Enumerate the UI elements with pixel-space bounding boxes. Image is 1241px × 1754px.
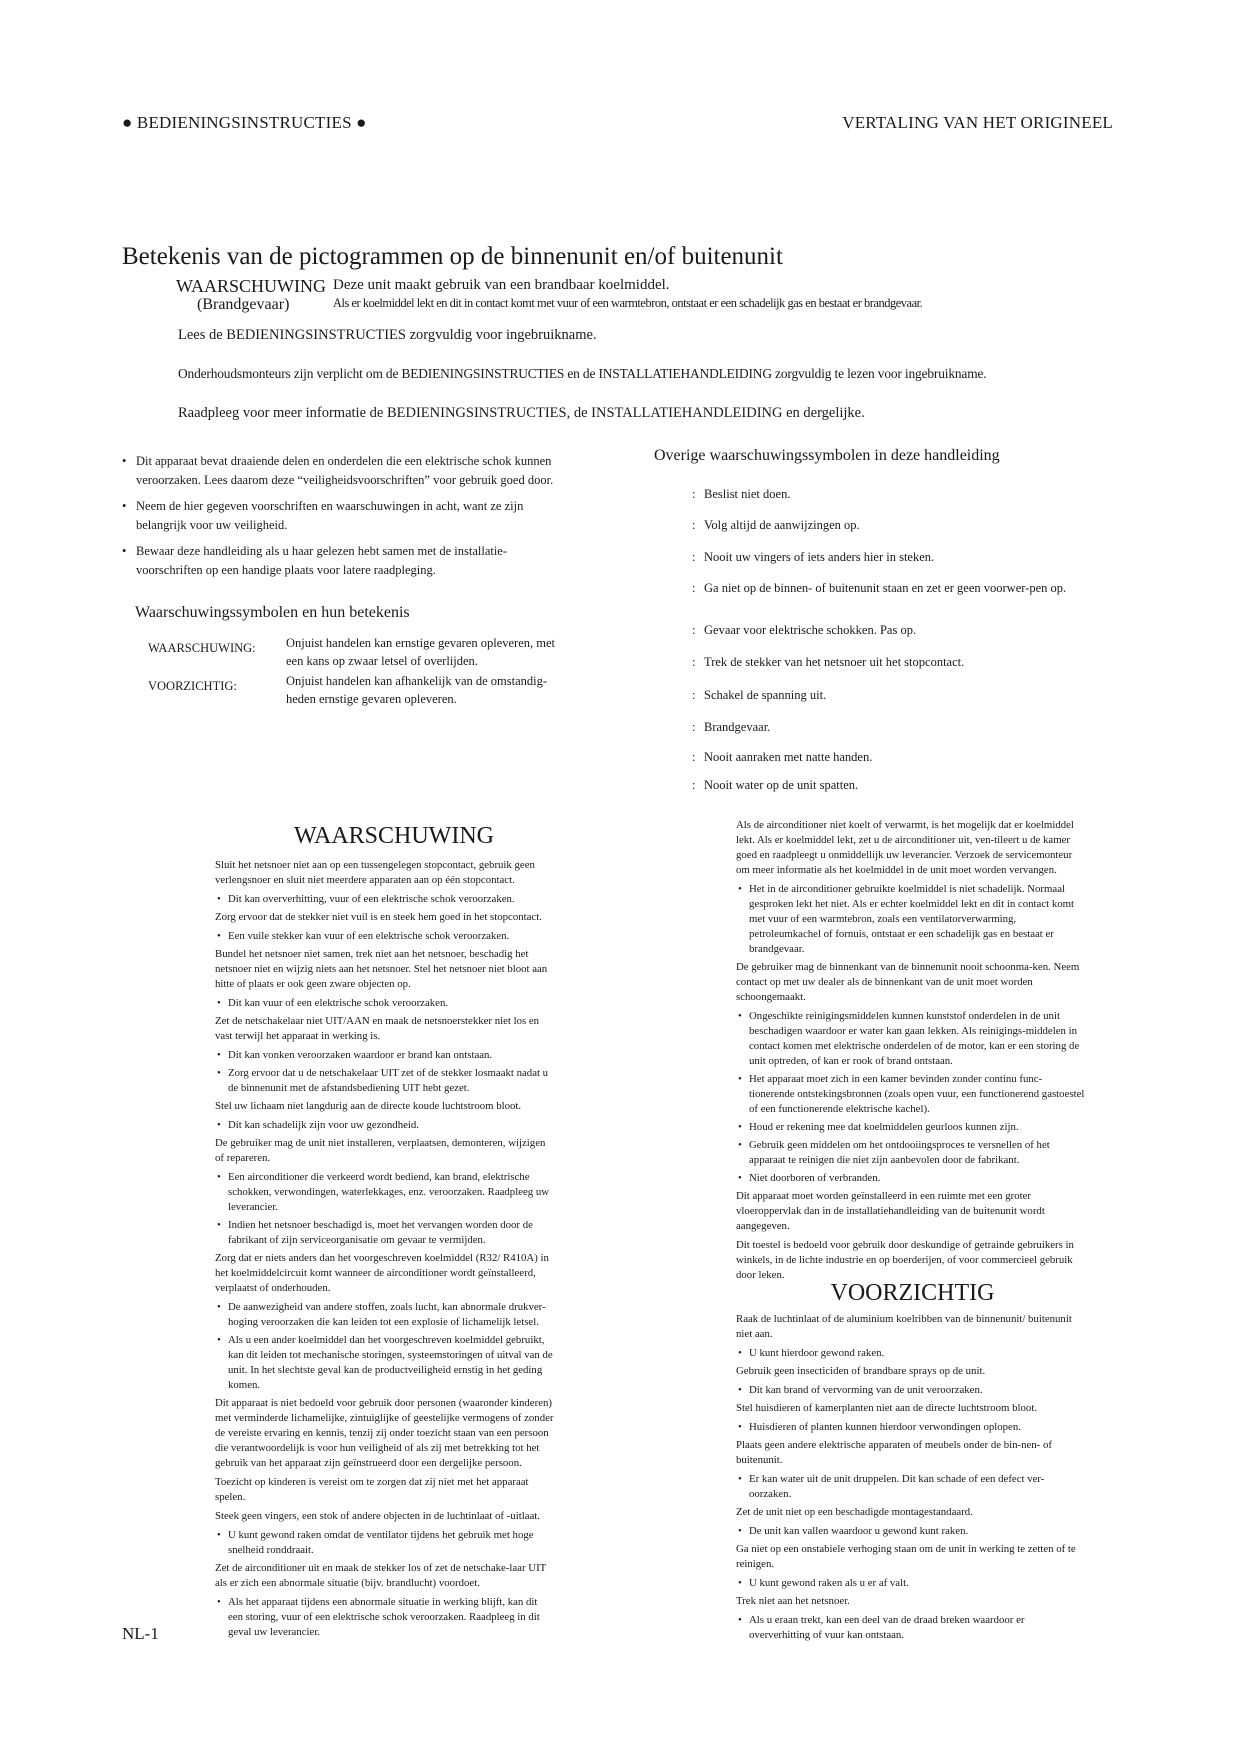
running-header-left: ● BEDIENINGSINSTRUCTIES ● — [122, 113, 367, 132]
intro-bullet-list — [122, 452, 562, 587]
paragraph: Zet de unit niet op een beschadigde montagestandaard. — [736, 1506, 973, 1518]
note-more-information: Raadpleeg voor meer informatie de BEDIENINGSINSTRUCTIES, de INSTALLATIEHANDLEIDING en dergelijke. — [178, 405, 865, 421]
bullet-item: • Huisdieren of planten kunnen hierdoor verwondingen oplopen. — [736, 1420, 1086, 1435]
bullet-item: • Zorg ervoor dat u de netschakelaar UIT zet of de stekker losmaakt nadat u de binnenunit met de afstandsbediening UIT hebt gezet. — [215, 1066, 555, 1096]
bullet-item: • Houd er rekening mee dat koelmiddelen geurloos kunnen zijn. — [736, 1120, 1086, 1135]
paragraph: Zet de netschakelaar niet UIT/AAN en maak de netsnoerstekker niet los en vast terwijl het apparaat in werking is. — [215, 1015, 540, 1042]
paragraph: Dit apparaat is niet bedoeld voor gebruik door personen (waaronder kinderen) met verminderde lichamelijke, zintuiglijke of geestelijke vermogens of zonder de vereiste ervaring en kennis, tenzij zij onder toezicht staan van een persoon die verantwoordelijk is voor hun veiligheid of als zij met betrekking tot het gebruik van het apparaat zijn geïnstrueerd door een dergelijke persoon. — [215, 1397, 554, 1469]
paragraph: Zorg dat er niets anders dan het voorgeschreven koelmiddel (R32/ R410A) in het koelmiddelcircuit komt wanneer de airconditioner wordt geïnstalleerd, verplaatst of onderhouden. — [215, 1252, 549, 1294]
refrigerant-column — [736, 818, 1086, 1287]
paragraph: Dit apparaat moet worden geïnstalleerd in een ruimte met een groter vloeroppervlak dan in de installatiehandleiding van de buitenunit wordt aangegeven. — [736, 1190, 1045, 1232]
bullet-item: • Niet doorboren of verbranden. — [736, 1171, 1086, 1186]
bullet-item: • Gebruik geen middelen om het ontdooiingsproces te versnellen of het apparaat te reinigen die niet zijn aanbevolen door de fabrikant. — [736, 1138, 1086, 1168]
bullet-item: • Dit kan vuur of een elektrische schok veroorzaken. — [215, 996, 555, 1011]
intro-bullet: • Neem de hier gegeven voorschriften en waarschuwingen in acht, want ze zijn belangrijk voor uw veiligheid. — [122, 497, 562, 535]
bullet-item: • Het apparaat moet zich in een kamer bevinden zonder continu func-tionerende ontstekingsbronnen (zoals open vuur, een functionerend gastoestel of een functionerende elektrische kachel). — [736, 1072, 1086, 1117]
paragraph: Ga niet op een onstabiele verhoging staan om de unit in werking te zetten of te reinigen. — [736, 1543, 1076, 1570]
paragraph: De gebruiker mag de binnenkant van de binnenunit nooit schoonma-ken. Neem contact op met uw dealer als de binnenkant van de unit moet worden schoongemaakt. — [736, 961, 1080, 1003]
note-read-instructions: Lees de BEDIENINGSINSTRUCTIES zorgvuldig voor ingebruikname. — [178, 327, 597, 343]
page-number: NL-1 — [122, 1624, 159, 1643]
symbol-term-caution: VOORZICHTIG: — [148, 679, 237, 693]
bullet-item: • U kunt gewond raken omdat de ventilator tijdens het gebruik met hoge snelheid ronddraait. — [215, 1528, 555, 1558]
bullet-item: • De unit kan vallen waardoor u gewond kunt raken. — [736, 1524, 1086, 1539]
symbol-term-warning: WAARSCHUWING: — [148, 641, 256, 655]
symbol-desc-warning: Onjuist handelen kan ernstige gevaren opleveren, met een kans op zwaar letsel of overlijden. — [286, 636, 556, 668]
bullet-item: • Als u eraan trekt, kan een deel van de draad breken waardoor er oververhitting of vuur kan ontstaan. — [736, 1613, 1086, 1643]
bullet-item: • Als het apparaat tijdens een abnormale situatie in werking blijft, kan dit een storing, vuur of een elektrische schok veroorzaken. Raadpleeg in dit geval uw leverancier. — [215, 1595, 555, 1640]
paragraph: Plaats geen andere elektrische apparaten of meubels onder de bin-nen- of buitenunit. — [736, 1439, 1052, 1466]
running-header-right: VERTALING VAN HET ORIGINEEL — [842, 113, 1113, 132]
paragraph: Gebruik geen insecticiden of brandbare sprays op de unit. — [736, 1365, 986, 1377]
warning-heading: WAARSCHUWING — [294, 823, 494, 849]
bullet-item: • De aanwezigheid van andere stoffen, zoals lucht, kan abnormale drukver-hoging veroorzaken die kan leiden tot een explosie of lichamelijk letsel. — [215, 1300, 555, 1330]
intro-bullet: • Dit apparaat bevat draaiende delen en onderdelen die een elektrische schok kunnen veroorzaken. Lees daarom deze “veiligheidsvoorschriften” voor gebruik goed door. — [122, 452, 562, 490]
paragraph: Trek niet aan het netsnoer. — [736, 1595, 850, 1607]
paragraph: Stel uw lichaam niet langdurig aan de directe koude luchtstroom bloot. — [215, 1100, 522, 1112]
caution-heading: VOORZICHTIG — [830, 1280, 995, 1306]
bullet-item: • U kunt hierdoor gewond raken. — [736, 1346, 1086, 1361]
paragraph: Toezicht op kinderen is vereist om te zorgen dat zij niet met het apparaat spelen. — [215, 1476, 529, 1503]
paragraph: De gebruiker mag de unit niet installeren, verplaatsen, demonteren, wijzigen of repareren. — [215, 1137, 546, 1164]
bullet-item: • Een airconditioner die verkeerd wordt bediend, kan brand, elektrische schokken, verwondingen, waterlekkages, enz. veroorzaken. Raadpleeg uw leverancier. — [215, 1170, 555, 1215]
paragraph: Zet de airconditioner uit en maak de stekker los of zet de netschake-laar UIT als er zich een abnormale situatie (bijv. brandlucht) voordoet. — [215, 1562, 547, 1589]
bullet-item: • Dit kan brand of vervorming van de unit veroorzaken. — [736, 1383, 1086, 1398]
bullet-item: • Dit kan oververhitting, vuur of een elektrische schok veroorzaken. — [215, 892, 555, 907]
bullet-item: • Dit kan schadelijk zijn voor uw gezondheid. — [215, 1118, 555, 1133]
symbols-heading: Waarschuwingssymbolen en hun betekenis — [135, 604, 410, 621]
bullet-item: • Dit kan vonken veroorzaken waardoor er brand kan ontstaan. — [215, 1048, 555, 1063]
other-symbols-heading: Overige waarschuwingssymbolen in deze handleiding — [654, 447, 1000, 464]
paragraph: Bundel het netsnoer niet samen, trek niet aan het netsnoer, beschadig het netsnoer niet en wijzig niets aan het netsnoer. Stel het netsnoer niet bloot aan hitte of plaats er ook geen zware objecten op. — [215, 948, 548, 990]
bullet-item: • Het in de airconditioner gebruikte koelmiddel is niet schadelijk. Normaal gesproken lekt het niet. Als er echter koelmiddel lekt en dit in contact komt met vuur of een warmtebron, zoals een ventilatorverwarming, petroleumkachel of fornuis, ontstaat er een schadelijk gas en bestaat er brandgevaar. — [736, 882, 1086, 957]
paragraph: Zorg ervoor dat de stekker niet vuil is en steek hem goed in het stopcontact. — [215, 911, 542, 923]
paragraph: Steek geen vingers, een stok of andere objecten in de luchtinlaat of -uitlaat. — [215, 1510, 540, 1522]
paragraph: Stel huisdieren of kamerplanten niet aan de directe luchtstroom bloot. — [736, 1402, 1038, 1414]
paragraph: Dit toestel is bedoeld voor gebruik door deskundige of getrainde gebruikers in winkels, in de lichte industrie en op boerderijen, of voor commercieel gebruik door leken. — [736, 1239, 1074, 1281]
flammable-warning-sublabel: (Brandgevaar) — [197, 296, 290, 313]
caution-column — [736, 1312, 1086, 1646]
bullet-item: • Een vuile stekker kan vuur of een elektrische schok veroorzaken. — [215, 929, 555, 944]
paragraph: Als de airconditioner niet koelt of verwarmt, is het mogelijk dat er koelmiddel lekt. Als er koelmiddel lekt, zet u de airconditioner uit, ven-tileert u de kamer goed en raadpleegt u onmiddellijk uw leverancier. Verzoek de servicemonteur om meer informatie als het koelmiddel in de unit moet worden vervangen. — [736, 819, 1074, 876]
bullet-item: • Als u een ander koelmiddel dan het voorgeschreven koelmiddel gebruikt, kan dit leiden tot mechanische storingen, systeemstoringen of uitval van de unit. In het slechtste geval kan de productveiligheid ernstig in het geding komen. — [215, 1333, 555, 1393]
paragraph: Raak de luchtinlaat of de aluminium koelribben van de binnenunit/ buitenunit niet aan. — [736, 1313, 1072, 1340]
warning-column — [215, 858, 555, 1643]
page-title: Betekenis van de pictogrammen op de binnenunit en/of buitenunit — [122, 243, 783, 270]
flammable-warning-line1: Deze unit maakt gebruik van een brandbaar koelmiddel. — [333, 277, 670, 293]
paragraph: Sluit het netsnoer niet aan op een tussengelegen stopcontact, gebruik geen verlengsnoer en sluit niet meerdere apparaten aan op één stopcontact. — [215, 859, 535, 886]
note-service-technicians: Onderhoudsmonteurs zijn verplicht om de BEDIENINGSINSTRUCTIES en de INSTALLATIEHANDLEIDING zorgvuldig te lezen voor ingebruikname. — [178, 366, 987, 381]
flammable-warning-label: WAARSCHUWING — [176, 276, 326, 296]
bullet-item: • Indien het netsnoer beschadigd is, moet het vervangen worden door de fabrikant of zijn serviceorganisatie om gevaar te vermijden. — [215, 1218, 555, 1248]
bullet-item: • Er kan water uit de unit druppelen. Dit kan schade of een defect ver-oorzaken. — [736, 1472, 1086, 1502]
symbol-desc-caution: Onjuist handelen kan afhankelijk van de omstandig-heden ernstige gevaren opleveren. — [286, 674, 548, 706]
flammable-warning-line2: Als er koelmiddel lekt en dit in contact komt met vuur of een warmtebron, ontstaat er een schadelijk gas en bestaat er brandgevaar. — [333, 296, 923, 310]
bullet-item: • Ongeschikte reinigingsmiddelen kunnen kunststof onderdelen in de unit beschadigen waardoor er water kan gaan lekken. Als reinigings-middelen in contact komen met elektrische onderdelen of de motor, kan er een storing de unit optreden, of kan er rook of brand ontstaan. — [736, 1009, 1086, 1069]
bullet-item: • U kunt gewond raken als u er af valt. — [736, 1576, 1086, 1591]
intro-bullet: • Bewaar deze handleiding als u haar gelezen hebt samen met de installatie-voorschriften op een handige plaats voor latere raadpleging. — [122, 542, 562, 580]
